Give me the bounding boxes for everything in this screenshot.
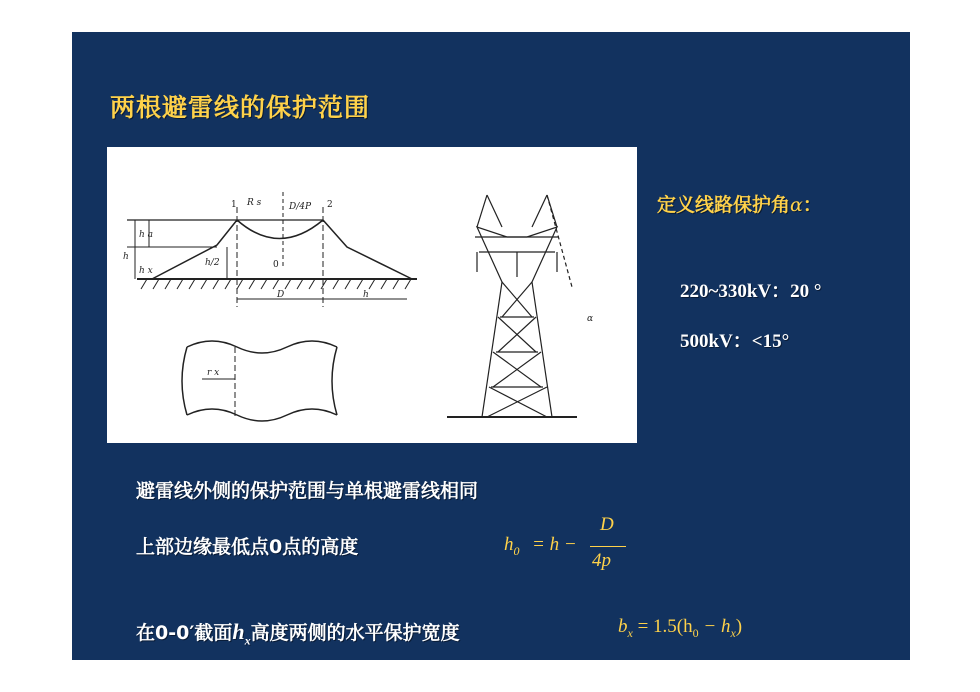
label-pt0: 0 — [273, 260, 279, 270]
alpha-symbol: α — [790, 194, 803, 216]
label-alpha: α — [587, 314, 594, 324]
label-pt1: 1 — [231, 200, 237, 210]
fraction-bar — [590, 546, 626, 547]
label-hx: h x — [139, 266, 153, 276]
protection-angle-definition — [657, 190, 822, 217]
label-hdim: h — [363, 290, 369, 300]
hx-symbol: $h_x$ — [232, 619, 251, 648]
label-h2: h/2 — [205, 258, 220, 268]
slide — [72, 32, 910, 660]
spec-500kv: 500kV：<15° — [680, 331, 790, 352]
definition-label: 定义线路保护角 — [657, 194, 791, 216]
label-d4p: D/4P — [289, 202, 312, 212]
bullet-outer-range: 避雷线外侧的保护范围与单根避雷线相同 — [136, 480, 479, 502]
label-pt2: 2 — [327, 200, 333, 210]
label-h: h — [123, 252, 129, 262]
formula-bx: $b_x = 1.5(h_0 - h_x)$ — [618, 616, 743, 640]
spec-220-330kv: 220~330kV：20 ° — [680, 281, 822, 302]
protection-diagram — [107, 147, 637, 443]
label-rx: r x — [207, 368, 220, 378]
bullet-lowest-point: 上部边缘最低点0点的高度 — [136, 536, 359, 558]
formula-h0-den: 4p — [592, 550, 611, 571]
definition-suffix: ： — [802, 194, 822, 216]
slide-title: 两根避雷线的保护范围 — [110, 93, 371, 122]
formula-h0-eq: = h − — [532, 534, 577, 555]
bullet-horizontal-width: 在0-0′截面$h_x$高度两侧的水平保护宽度 — [136, 619, 460, 648]
formula-h0 — [504, 514, 644, 578]
formula-h0-num: D — [600, 514, 614, 535]
formula-h0-lhs: $h_0$ — [504, 534, 520, 558]
label-D: D — [277, 290, 285, 300]
label-rs: R s — [247, 198, 262, 208]
label-ha: h a — [139, 230, 154, 240]
diagram-svg — [107, 147, 637, 443]
